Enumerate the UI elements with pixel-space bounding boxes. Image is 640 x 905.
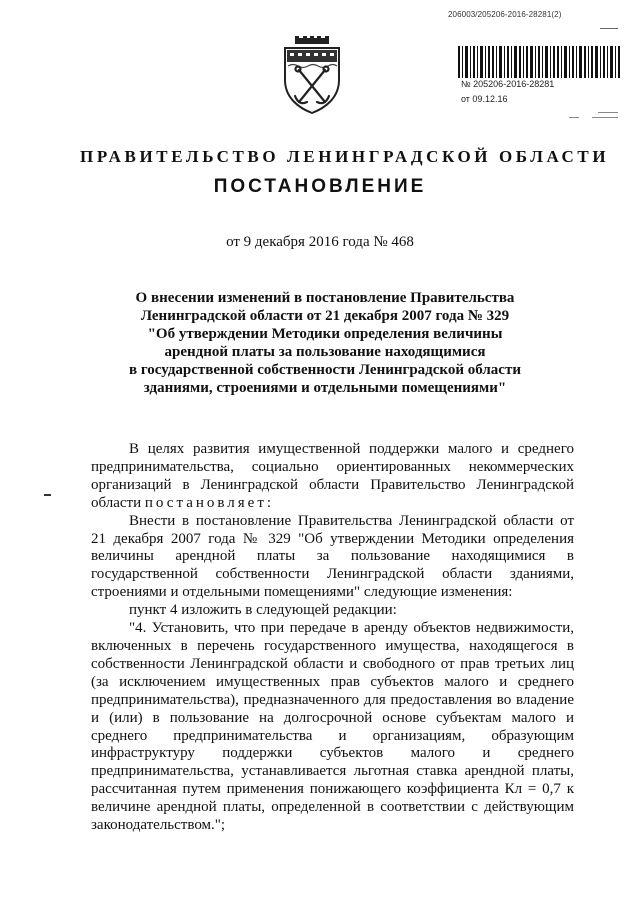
scan-mark [598,112,618,113]
registration-date: от 09.12.16 [461,94,508,104]
document-body [91,441,574,835]
amendment-paragraph: Внести в постановление Правительства Ленинградской области от 21 декабря 2007 года № 329 "Об утверждении Методики определения величины арендной платы за пользование находящимися в государственной собственности Ленинградской области зданиями, строениями и отдельными помещениями" следующие изменения: [91,512,574,601]
barcode-icon [458,46,620,78]
document-reference-number: 206003/205206-2016-28281(2) [448,10,562,19]
scan-mark [592,117,618,118]
document-date: от 9 декабря 2016 года № 468 [226,234,414,250]
subject-line: арендной платы за пользование находящимися [164,344,486,360]
clause-4-paragraph: "4. Установить, что при передаче в аренду объектов недвижимости, включенных в перечень государственного имущества, находящегося в собственности Ленинградской области и свободного от прав третьих лиц (за исключением имущественных прав субъектов малого и среднего предпринимательства), предназначенного для предоставления во владение и (или) в пользование на долгосрочной основе субъектам малого и среднего предпринимательства и организациям, образующим инфраструктуру поддержки субъектов малого и среднего предпринимательства, устанавливается льготная ставка арендной платы, рассчитанная путем применения понижающего коэффициента Кл = 0,7 к величине арендной платы, определенной в соответствии с действующим законодательством."; [91,620,574,834]
resolves-word: постановляет: [144,494,275,511]
scan-mark [569,117,579,118]
preamble-paragraph [91,441,574,513]
clause-intro-paragraph: пункт 4 изложить в следующей редакции: [129,602,397,619]
reference-underline [600,28,618,29]
subject-line: Ленинградской области от 21 декабря 2007 года № 329 [140,308,510,324]
coat-of-arms-icon [281,36,343,114]
preamble-text: В целях развития имущественной поддержки малого и среднего предпринимательства, социально ориентированных некоммерческих организаций в Ленинградской области Правительство Ленинградской области [91,441,574,511]
subject-line: О внесении изменений в постановление Правительства [135,290,515,306]
margin-mark [44,494,51,496]
registration-number: № 205206-2016-28281 [461,79,555,89]
subject-line: зданиями, строениями и отдельными помещениями" [143,380,507,396]
government-title: ПРАВИТЕЛЬСТВО ЛЕНИНГРАДСКОЙ ОБЛАСТИ [80,147,610,166]
subject-line: в государственной собственности Ленинградской области [129,362,521,378]
subject-line: "Об утверждении Методики определения величины [147,326,503,342]
document-type: ПОСТАНОВЛЕНИЕ [213,176,427,197]
document-subject [110,289,540,397]
